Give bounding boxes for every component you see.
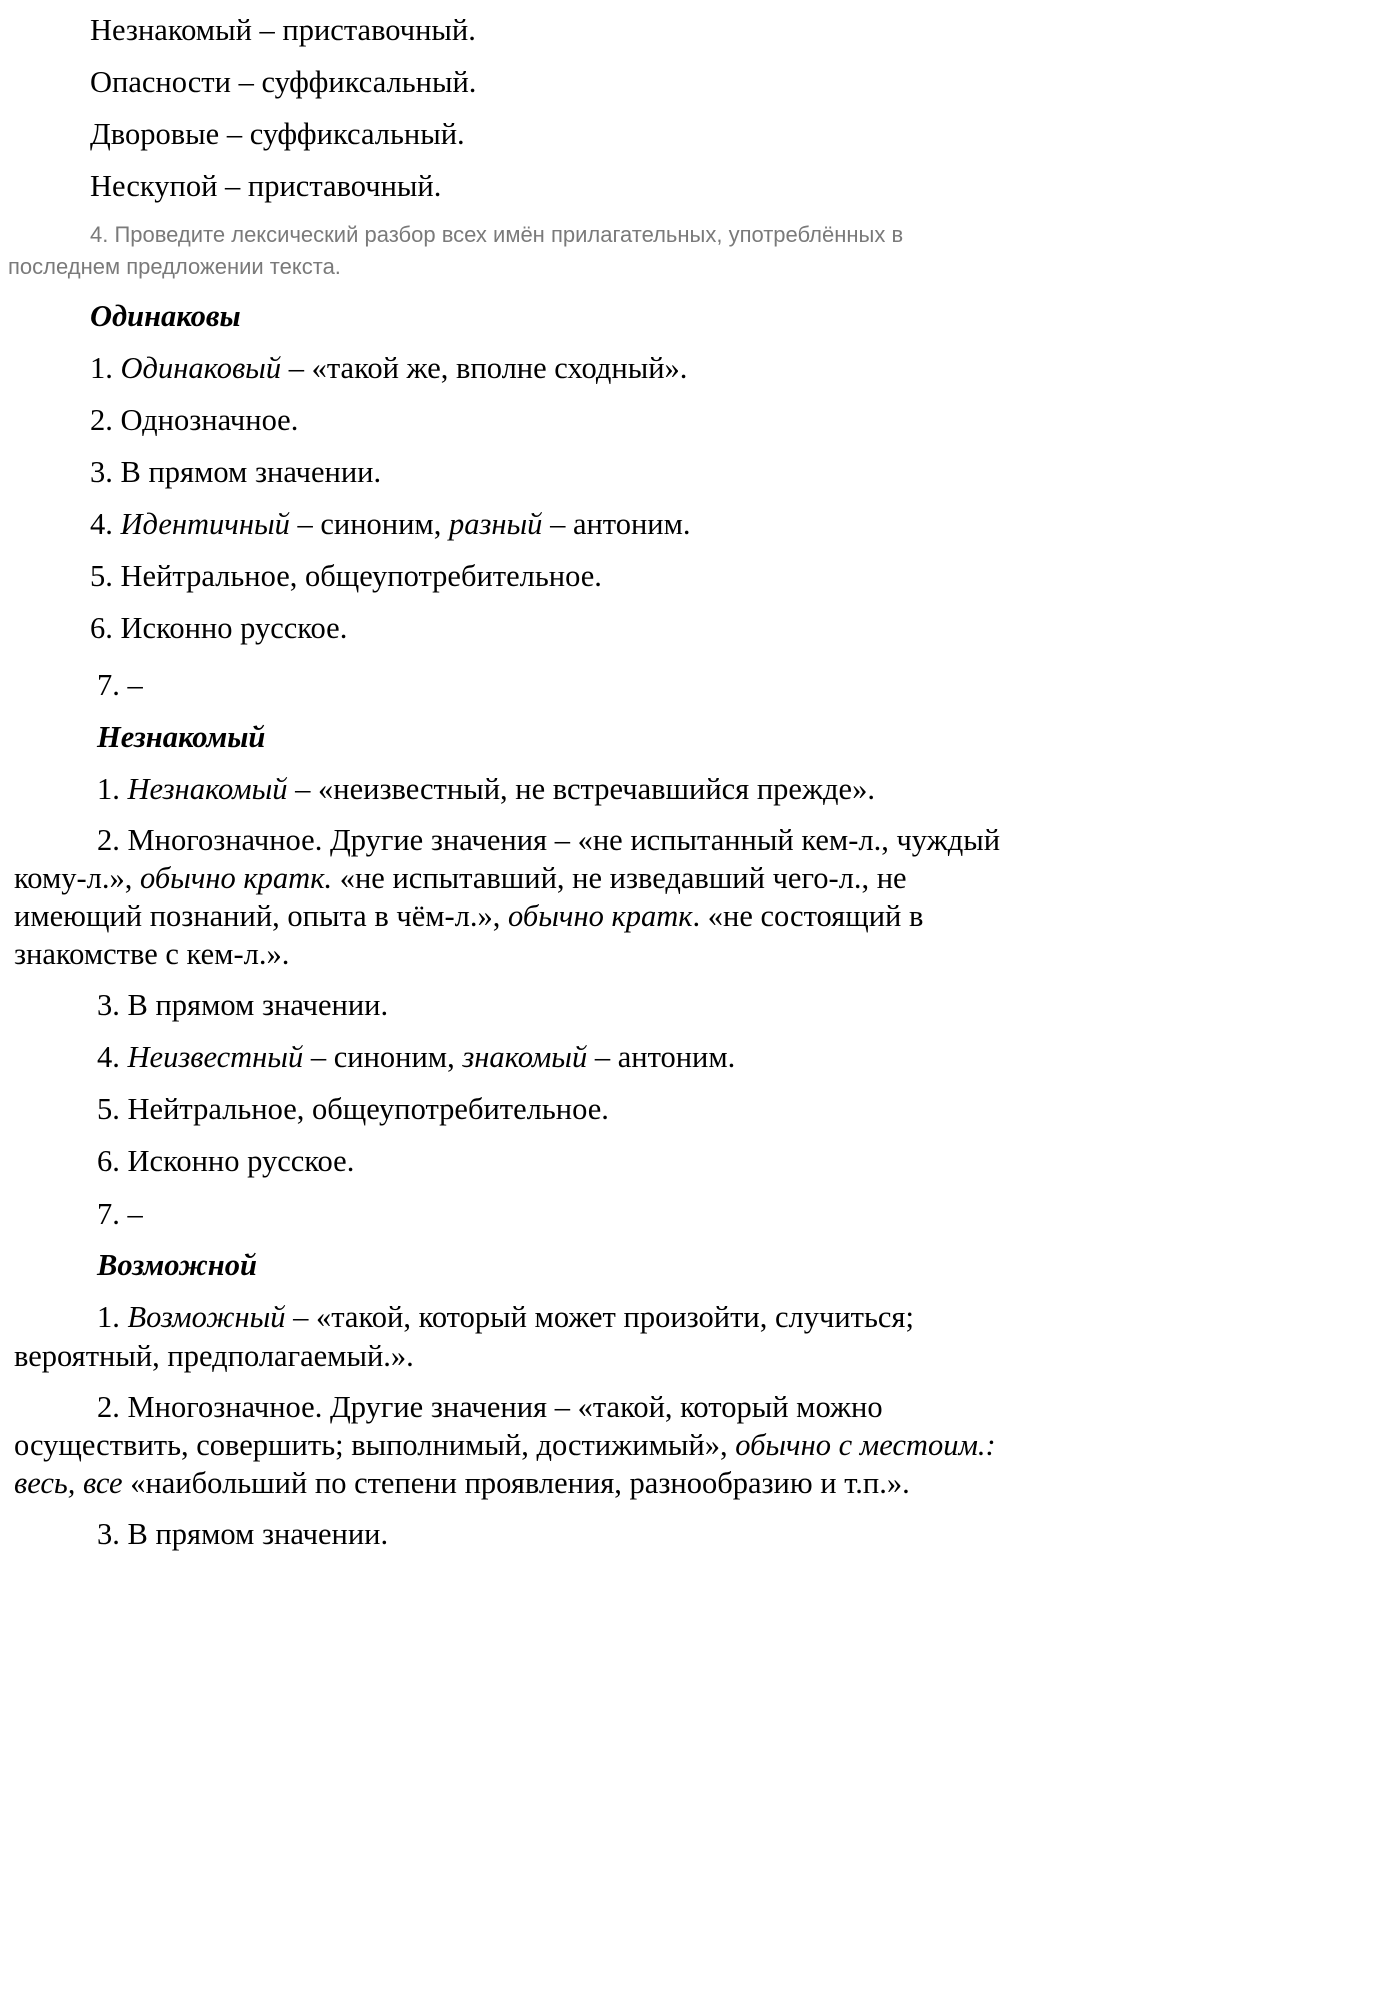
- entry-item: 1. Возможный – «такой, который может произойти, случиться;: [97, 1300, 914, 1334]
- entry-heading: Одинаковы: [90, 299, 241, 333]
- entry-item-continued: имеющий познаний, опыта в чём-л.», обычно кратк. «не состоящий в: [14, 899, 924, 933]
- entry-item: 2. Многозначное. Другие значения – «такой, который можно: [97, 1390, 883, 1424]
- entry-word: Одинаковый: [120, 351, 282, 385]
- entry-item: 5. Нейтральное, общеупотребительное.: [97, 1092, 609, 1126]
- formation-line: Нескупой – приставочный.: [90, 169, 442, 203]
- entry-item: 6. Исконно русское.: [90, 611, 348, 645]
- formation-type: приставочный.: [247, 169, 442, 203]
- entry-word: Незнакомый: [127, 772, 288, 806]
- formation-line: Незнакомый – приставочный.: [90, 13, 476, 47]
- entry-item-continued: вероятный, предполагаемый.».: [14, 1339, 414, 1373]
- entry-item: 1. Незнакомый – «неизвестный, не встречавшийся прежде».: [97, 772, 875, 806]
- entry-item: 5. Нейтральное, общеупотребительное.: [90, 559, 602, 593]
- antonym: знакомый: [462, 1040, 588, 1074]
- entry-heading: Незнакомый: [97, 720, 266, 754]
- formation-type: суффиксальный.: [261, 65, 477, 99]
- synonym: Неизвестный: [127, 1040, 304, 1074]
- formation-word: Незнакомый: [90, 13, 252, 47]
- entry-item: 3. В прямом значении.: [97, 1517, 389, 1551]
- entry-item: 7. –: [97, 668, 143, 702]
- entry-item: 1. Одинаковый – «такой же, вполне сходный».: [90, 351, 688, 385]
- entry-word: Возможный: [127, 1300, 286, 1334]
- entry-item-continued: кому-л.», обычно кратк. «не испытавший, не изведавший чего-л., не: [14, 861, 907, 895]
- entry-item: 4. Идентичный – синоним, разный – антоним.: [90, 507, 691, 541]
- formation-type: суффиксальный.: [249, 117, 465, 151]
- entry-item-continued: осуществить, совершить; выполнимый, достижимый», обычно с местоим.:: [14, 1428, 996, 1462]
- task-instruction-line: 4. Проведите лексический разбор всех имён прилагательных, употреблённых в: [90, 222, 904, 247]
- entry-item-continued: знакомстве с кем-л.».: [14, 937, 290, 971]
- entry-item: 2. Многозначное. Другие значения – «не испытанный кем-л., чуждый: [97, 823, 1001, 857]
- antonym: разный: [449, 507, 543, 541]
- task-instruction-line: последнем предложении текста.: [8, 254, 341, 279]
- formation-type: приставочный.: [282, 13, 476, 47]
- entry-item: 6. Исконно русское.: [97, 1144, 355, 1178]
- formation-word: Дворовые: [90, 117, 220, 151]
- entry-item: 3. В прямом значении.: [90, 455, 382, 489]
- entry-item: 3. В прямом значении.: [97, 988, 389, 1022]
- entry-item: 7. –: [97, 1197, 143, 1231]
- entry-heading: Возможной: [97, 1248, 257, 1282]
- synonym: Идентичный: [120, 507, 290, 541]
- entry-item: 4. Неизвестный – синоним, знакомый – антоним.: [97, 1040, 736, 1074]
- formation-word: Нескупой: [90, 169, 218, 203]
- entry-item: 2. Однозначное.: [90, 403, 299, 437]
- formation-line: Дворовые – суффиксальный.: [90, 117, 465, 151]
- formation-line: Опасности – суффиксальный.: [90, 65, 477, 99]
- formation-word: Опасности: [90, 65, 231, 99]
- entry-item-continued: весь, все «наибольший по степени проявления, разнообразию и т.п.».: [14, 1466, 910, 1500]
